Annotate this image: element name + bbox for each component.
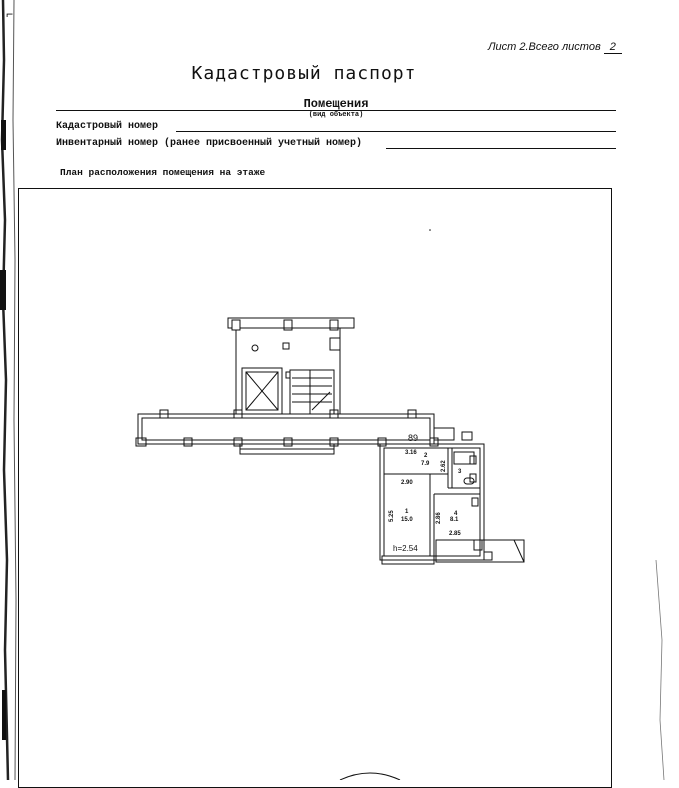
object-type-caption: (вид объекта) — [308, 111, 364, 119]
dim-262: 2.62 — [441, 460, 447, 472]
room-1-area: 15.0 — [401, 517, 413, 523]
object-type: Помещения — [303, 97, 369, 111]
room-4-area: 8.1 — [450, 517, 459, 523]
room-4-number: 4 — [454, 511, 458, 517]
dim-285: 2.85 — [449, 531, 461, 537]
svg-text:⌐: ⌐ — [6, 8, 14, 22]
room-2-area: 7.9 — [421, 461, 430, 467]
apartment-number: 89 — [408, 433, 419, 443]
dim-316: 3.16 — [405, 450, 417, 456]
ceiling-height: h=2.54 — [393, 544, 418, 553]
room-3-number: 3 — [458, 469, 462, 475]
dim-286: 2.86 — [436, 512, 442, 524]
dim-290: 2.90 — [401, 480, 413, 486]
sheet-prefix: Лист 2.Всего листов — [488, 41, 601, 53]
inventory-number-label: Инвентарный номер (ранее присвоенный учетный номер) — [56, 138, 363, 149]
sheet-total: 2 — [604, 41, 622, 54]
room-1-number: 1 — [405, 509, 409, 515]
dim-525: 5.25 — [389, 510, 395, 522]
plan-caption: План расположения помещения на этаже — [60, 167, 266, 178]
room-2-number: 2 — [424, 453, 428, 459]
document-title: Кадастровый паспорт — [191, 63, 417, 84]
cadastral-number-label: Кадастровый номер — [56, 121, 159, 132]
